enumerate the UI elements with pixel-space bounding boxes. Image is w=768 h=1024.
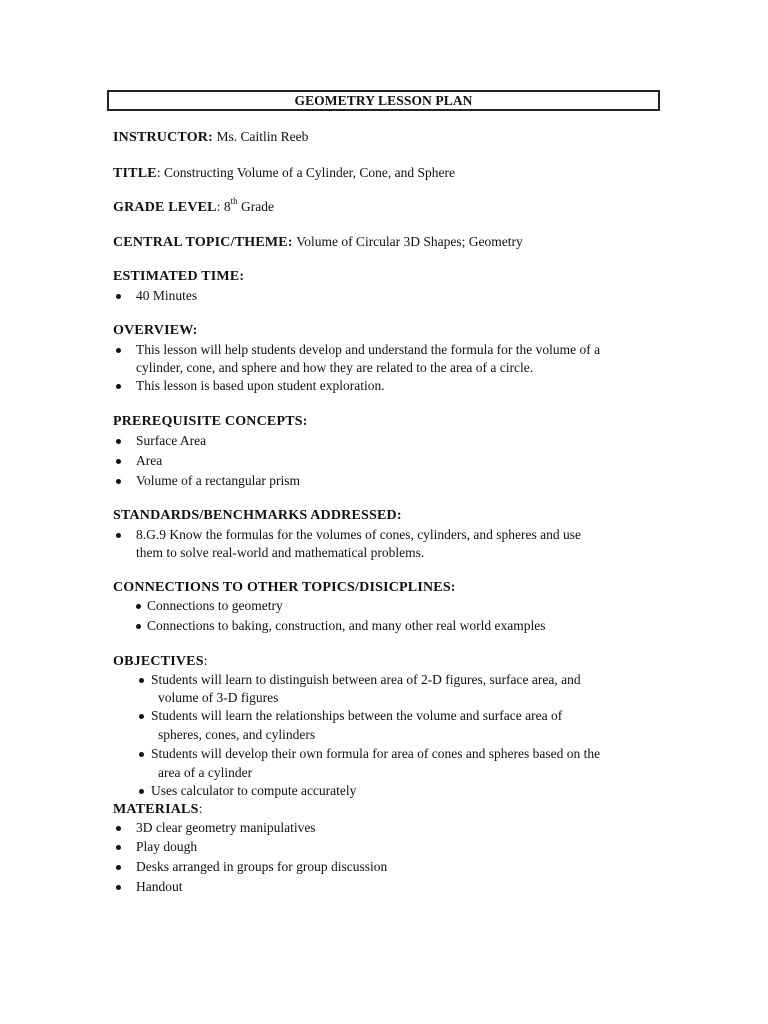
bullet-icon bbox=[116, 384, 121, 389]
list-item: Uses calculator to compute accurately bbox=[151, 783, 357, 798]
grade-word: Grade bbox=[237, 199, 274, 214]
bullet-icon bbox=[116, 294, 121, 299]
bullet-icon bbox=[116, 885, 121, 890]
overview-heading: OVERVIEW: bbox=[113, 323, 198, 338]
list-item: Students will develop their own formula for area of cones and spheres based on the bbox=[151, 746, 601, 761]
list-item: Connections to baking, construction, and many other real world examples bbox=[147, 618, 546, 633]
list-item: Surface Area bbox=[136, 433, 207, 448]
instructor-line bbox=[113, 128, 308, 147]
grade-line bbox=[113, 198, 274, 217]
bullet-icon bbox=[116, 348, 121, 353]
objectives-heading-line bbox=[113, 652, 207, 671]
materials-colon: : bbox=[198, 801, 203, 816]
list-item: Area bbox=[136, 453, 163, 468]
standards-heading: STANDARDS/BENCHMARKS ADDRESSED: bbox=[113, 508, 402, 523]
central-topic-label: CENTRAL TOPIC/THEME: bbox=[113, 235, 293, 250]
bullet-icon bbox=[139, 678, 144, 683]
bullet-icon bbox=[136, 604, 141, 609]
list-item: Students will learn to distinguish between area of 2-D figures, surface area, and bbox=[151, 672, 581, 687]
bullet-icon bbox=[116, 479, 121, 484]
objectives-heading: OBJECTIVES bbox=[113, 654, 204, 669]
list-item: Handout bbox=[136, 879, 183, 894]
list-item: Connections to geometry bbox=[147, 598, 283, 613]
estimated-time-heading: ESTIMATED TIME: bbox=[113, 269, 245, 284]
instructor-label: INSTRUCTOR: bbox=[113, 130, 213, 145]
bullet-icon bbox=[116, 865, 121, 870]
bullet-icon bbox=[139, 752, 144, 757]
central-topic-value: Volume of Circular 3D Shapes; Geometry bbox=[296, 234, 523, 249]
grade-label: GRADE LEVEL bbox=[113, 200, 217, 215]
bullet-icon bbox=[116, 439, 121, 444]
prerequisite-heading: PREREQUISITE CONCEPTS: bbox=[113, 414, 308, 429]
list-item: 3D clear geometry manipulatives bbox=[136, 820, 316, 835]
list-item: This lesson is based upon student exploration. bbox=[136, 378, 385, 393]
title-value: : Constructing Volume of a Cylinder, Cone, and Sphere bbox=[156, 165, 455, 180]
list-item-continuation: spheres, cones, and cylinders bbox=[158, 727, 316, 742]
bullet-icon bbox=[116, 826, 121, 831]
list-item: Desks arranged in groups for group discussion bbox=[136, 859, 388, 874]
connections-heading: CONNECTIONS TO OTHER TOPICS/DISICPLINES: bbox=[113, 580, 456, 595]
bullet-icon bbox=[116, 533, 121, 538]
list-item-continuation: area of a cylinder bbox=[158, 765, 253, 780]
list-item-continuation: volume of 3-D figures bbox=[158, 690, 279, 705]
list-item-continuation: them to solve real-world and mathematical problems. bbox=[136, 545, 425, 560]
grade-value: : 8 bbox=[216, 199, 231, 214]
list-item: This lesson will help students develop and understand the formula for the volume of a bbox=[136, 342, 601, 357]
list-item: Play dough bbox=[136, 839, 198, 854]
grade-suffix: th bbox=[230, 196, 238, 207]
list-item: Students will learn the relationships between the volume and surface area of bbox=[151, 708, 563, 723]
list-item: 8.G.9 Know the formulas for the volumes of cones, cylinders, and spheres and use bbox=[136, 527, 582, 542]
title-line bbox=[113, 164, 455, 183]
materials-heading: MATERIALS bbox=[113, 802, 199, 817]
central-topic-line bbox=[113, 233, 523, 252]
list-item: 40 Minutes bbox=[136, 288, 198, 303]
bullet-icon bbox=[116, 459, 121, 464]
document-title: GEOMETRY LESSON PLAN bbox=[107, 90, 660, 111]
title-label: TITLE bbox=[113, 166, 157, 181]
list-item: Volume of a rectangular prism bbox=[136, 473, 300, 488]
bullet-icon bbox=[116, 845, 121, 850]
instructor-value: Ms. Caitlin Reeb bbox=[216, 129, 309, 144]
list-item-continuation: cylinder, cone, and sphere and how they are related to the area of a circle. bbox=[136, 360, 534, 375]
materials-heading-line bbox=[113, 800, 202, 819]
bullet-icon bbox=[136, 624, 141, 629]
bullet-icon bbox=[139, 714, 144, 719]
objectives-colon: : bbox=[203, 653, 208, 668]
bullet-icon bbox=[139, 789, 144, 794]
